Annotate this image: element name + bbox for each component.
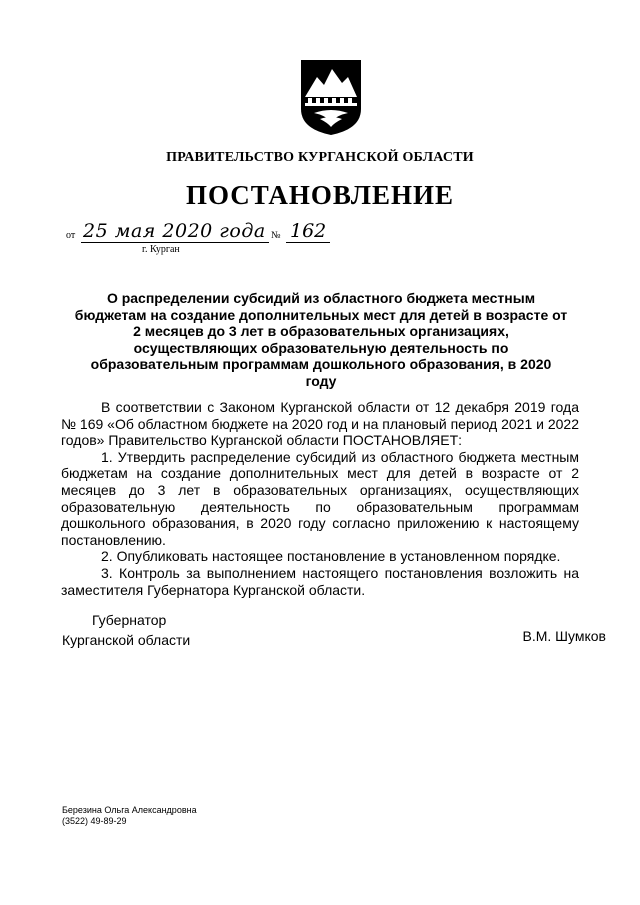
document-city: г. Курган	[142, 244, 180, 255]
document-body	[61, 399, 579, 598]
executor-name: Березина Ольга Александровна	[62, 805, 197, 815]
clause-paragraph: 1. Утвердить распределение субсидий из областного бюджета местным бюджетам на создание дополнительных мест для детей в возрасте от 2 месяцев до 3 лет в образовательных организациях, осуществляющих образовательную деятельность по образовательным программам дошкольного образования, в 2020 году согласно приложению к настоящему постановлению.	[61, 448, 579, 548]
signatory-name: В.М. Шумков	[522, 628, 606, 644]
signatory-position	[62, 610, 190, 650]
clause-paragraph: 2. Опубликовать настоящее постановление в установленном порядке.	[101, 548, 561, 565]
coat-of-arms-icon	[298, 57, 364, 137]
clause-paragraph: 3. Контроль за выполнением настоящего постановления возложить на заместителя Губернатора Курганской области.	[61, 564, 579, 598]
preamble-paragraph: В соответствии с Законом Курганской области от 12 декабря 2019 года № 169 «Об областном бюджете на 2020 год и на плановый период 2021 и 2022 годов» Правительство Курганской области ПОСТАНОВЛЯЕТ:	[61, 399, 579, 449]
organization-name: ПРАВИТЕЛЬСТВО КУРГАНСКОЙ ОБЛАСТИ	[166, 150, 474, 165]
executor-contact	[62, 805, 197, 827]
executor-phone: (3522) 49-89-29	[62, 816, 127, 826]
number-label: №	[271, 230, 281, 241]
date-prefix: от	[66, 230, 76, 241]
position-line-2: Курганской области	[62, 632, 191, 648]
date-underline	[81, 242, 269, 243]
dateline	[66, 218, 346, 260]
position-line-1: Губернатор	[92, 612, 167, 628]
document-title: О распределении субсидий из областного бюджета местным бюджетам на создание дополнительных мест для детей в возрасте от 2 месяцев до 3 лет в образовательных организациях, осуществляющих образовательную деятельность по образовательным программам дошкольного образования, в 2020 году	[74, 290, 568, 389]
document-number: 162	[290, 220, 327, 242]
number-underline	[286, 242, 330, 243]
document-date: 25 мая 2020 года	[83, 220, 266, 242]
document-type: ПОСТАНОВЛЕНИЕ	[185, 180, 455, 210]
